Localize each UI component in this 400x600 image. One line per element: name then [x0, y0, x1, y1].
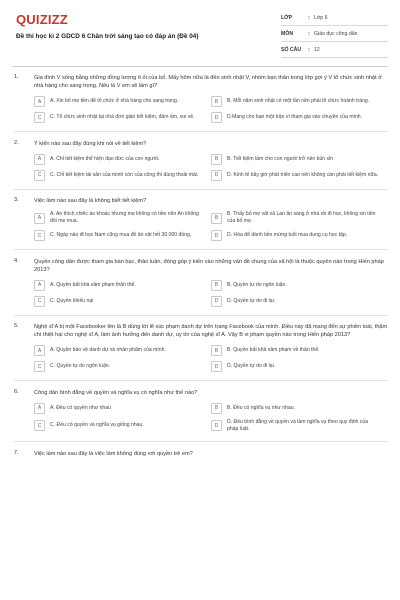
answer-option[interactable]	[211, 345, 388, 356]
meta-row-subject: MÔN : Giáo dục công dân	[281, 26, 388, 42]
option-text: A. Quyền bảo vệ danh dự và nhân phẩm của mình.	[50, 347, 166, 354]
option-text: B. Thấy bố mẹ vất vả Lan ân sáng ở nhà rồi đi học, không xin tiền của bố mẹ.	[227, 211, 376, 225]
meta-label: MÔN	[281, 30, 294, 37]
option-letter-box: D	[211, 361, 222, 372]
answer-option[interactable]	[34, 345, 211, 356]
option-letter-box: A	[34, 96, 45, 107]
answer-option[interactable]	[211, 230, 388, 241]
question-divider	[14, 441, 388, 442]
question-number: 5.	[14, 323, 19, 330]
answer-option[interactable]	[34, 361, 211, 372]
document-title: Đề thi học kì 2 GDCD 6 Chân trời sáng tạo có đáp án (Đề 04)	[16, 33, 199, 40]
question-6	[14, 389, 388, 442]
option-letter-box: C	[34, 170, 45, 181]
question-list	[14, 74, 388, 466]
answer-option[interactable]	[211, 211, 388, 225]
answer-option[interactable]	[211, 419, 388, 433]
option-text: B. Tiết kiệm làm cho con người trở nên bủn xỉn	[227, 155, 334, 162]
option-text: D. Quyền tự do đi lại.	[227, 363, 276, 370]
option-letter-box: A	[34, 280, 45, 291]
answer-option[interactable]	[34, 419, 211, 433]
option-text: D. Hòa để dành tiền mừng tuổi mua dụng cụ học tập.	[227, 232, 348, 239]
answer-option[interactable]	[34, 403, 211, 414]
meta-value: Giáo dục công dân	[314, 30, 358, 37]
answer-option[interactable]	[34, 296, 211, 307]
answer-option[interactable]	[34, 96, 211, 107]
answer-options	[34, 280, 388, 312]
option-text: A. Quyền bất khả xâm phạm thân thể.	[50, 281, 136, 288]
answer-option[interactable]	[34, 112, 211, 123]
answer-options	[34, 211, 388, 246]
question-text: Công dân bình đẳng về quyền và nghĩa vụ có nghĩa như thế nào?	[34, 389, 198, 396]
question-4	[14, 258, 388, 316]
option-letter-box: B	[211, 154, 222, 165]
option-text: C. Ngày nào đi học Nam cũng mua đồ ăn vặt hết 30.000 đồng.	[50, 232, 192, 239]
option-letter-box: B	[211, 280, 222, 291]
meta-value: 12	[314, 46, 320, 53]
question-divider	[14, 380, 388, 381]
answer-options	[34, 345, 388, 377]
option-letter-box: B	[211, 96, 222, 107]
option-letter-box: A	[34, 154, 45, 165]
option-text: C. Quyền tự do ngôn luận.	[50, 363, 111, 370]
option-letter-box: B	[211, 403, 222, 414]
answer-options	[34, 403, 388, 438]
meta-label: LỚP	[281, 14, 293, 21]
option-text: A. Chỉ tiết kiệm thể hiện đạo đức của con người.	[50, 155, 160, 162]
answer-option[interactable]	[34, 280, 211, 291]
option-letter-box: D	[211, 230, 222, 241]
option-text: D. Đều bình đẳng về quyền và làm nghĩa vụ theo quy định của pháp luật.	[227, 418, 369, 432]
meta-panel	[281, 10, 388, 58]
option-letter-box: C	[34, 420, 45, 431]
option-letter-box: C	[34, 296, 45, 307]
option-text: B. Mỗi năm sinh nhật có một lần nên phải tổ chức hoành tráng.	[227, 98, 370, 104]
answer-option[interactable]	[211, 112, 388, 123]
meta-row-class: LỚP : Lớp 6	[281, 10, 388, 26]
option-text: C. Đều có quyền và nghĩa vụ giống nhau.	[50, 422, 144, 429]
option-text: B. Quyền bất khả xâm phạm về thân thể.	[227, 347, 320, 354]
option-letter-box: D	[211, 170, 222, 181]
question-number: 4.	[14, 257, 19, 264]
option-letter-box: C	[34, 361, 45, 372]
answer-option[interactable]	[211, 280, 388, 291]
answer-option[interactable]	[211, 361, 388, 372]
quizizz-logo: QUIZIZZ	[16, 12, 68, 27]
option-text: A. An thích chiếc áo khoác nhưng mẹ không có tiền nên An không đòi mẹ mua.	[50, 211, 199, 225]
option-text: C. Quyền khiếu nại	[50, 297, 94, 304]
question-text: Việc làm nào sau đây là việc làm không đúng với quyền trẻ em?	[34, 450, 193, 457]
option-letter-box: D	[211, 420, 222, 431]
option-text: B. Quyền tự do ngôn luận.	[227, 281, 287, 288]
option-letter-box: C	[34, 230, 45, 241]
question-text: Nghệ sĩ A bị một Facebooker tên là B dùng lời lẽ xúc phạm danh dự trên trang Facebook của mình. Điều này đã mang đến sự phiền toái, thậm chí thiệt hại cho nghệ sĩ A, làm ảnh hưởng đến danh dự, uy tín của nghệ sĩ A. Vậy B vi phạm quyền nào trong Hiến pháp 2013?	[34, 324, 388, 339]
question-3	[14, 197, 388, 250]
option-letter-box: D	[211, 112, 222, 123]
answer-option[interactable]	[34, 211, 211, 225]
option-letter-box: B	[211, 213, 222, 224]
option-letter-box: D	[211, 296, 222, 307]
header-divider	[12, 66, 388, 67]
option-text: D. Kinh tế bây giờ phát triển cao nên không cần phải tiết kiệm nữa.	[227, 171, 379, 178]
question-divider	[14, 189, 388, 190]
question-divider	[14, 249, 388, 250]
question-5	[14, 323, 388, 381]
option-text: A. Đều có quyền như nhau	[50, 404, 111, 411]
question-number: 6.	[14, 388, 19, 395]
answer-options	[34, 154, 388, 186]
answer-option[interactable]	[211, 170, 388, 181]
answer-option[interactable]	[211, 403, 388, 414]
question-text: Quyền công dân được tham gia bàn bạc, thảo luận, đóng góp ý kiến vào những vấn đề chung của xã hội là thuộc quyền nào trong Hiến pháp 2013?	[34, 258, 384, 273]
option-text: D. Quyền tự do đi lại.	[227, 297, 276, 304]
answer-option[interactable]	[34, 230, 211, 241]
question-number: 3.	[14, 197, 19, 204]
option-letter-box: B	[211, 345, 222, 356]
option-letter-box: A	[34, 213, 45, 224]
question-number: 2.	[14, 139, 19, 146]
answer-options	[34, 96, 388, 128]
question-text: Ý kiến nào sau đây đúng khi nói về tiết kiệm?	[34, 140, 147, 147]
meta-label: SỐ CÂU	[281, 46, 302, 53]
meta-value: Lớp 6	[314, 14, 328, 21]
option-letter-box: A	[34, 345, 45, 356]
option-text: B. Đều có nghĩa vụ như nhau.	[227, 404, 295, 411]
option-text: A. Xin bố mẹ tiền để tổ chức ở nhà hàng cho sang trọng.	[50, 98, 179, 104]
question-divider	[14, 315, 388, 316]
answer-option[interactable]	[34, 154, 211, 165]
answer-option[interactable]	[211, 154, 388, 165]
option-text: D.Mang cho bạn một trận vì tham gia vào chuyện của mình.	[227, 114, 363, 120]
question-1	[14, 74, 388, 132]
question-2	[14, 140, 388, 190]
question-number: 7.	[14, 449, 19, 456]
question-number: 1.	[14, 74, 19, 80]
answer-option[interactable]	[211, 296, 388, 307]
question-text: Gia đình V sống bằng những đồng lương ít ỏi của bố. Mấy hôm nữa là đến sinh nhật V, nhóm bạn thân trong lớp gợi ý V tổ chức sinh nhật ở nhà hàng cho sang trọng. Nếu là V em sẽ làm gì?	[34, 75, 382, 89]
question-divider	[14, 131, 388, 132]
option-text: C. Chỉ tiết kiệm tài sản của mình còn của công thì dùng thoải mái.	[50, 171, 199, 178]
option-letter-box: A	[34, 403, 45, 414]
option-text: C. Tổ chức sinh nhật tại nhà đơn giản tiết kiệm, đầm ấm, vui vẻ.	[50, 114, 195, 120]
option-letter-box: C	[34, 112, 45, 123]
answer-option[interactable]	[34, 170, 211, 181]
question-text: Việc làm nào sau đây là không biết tiết kiệm?	[34, 198, 147, 205]
meta-row-count: SỐ CÂU : 12	[281, 42, 388, 58]
question-7	[14, 450, 388, 458]
answer-option[interactable]	[211, 96, 388, 107]
